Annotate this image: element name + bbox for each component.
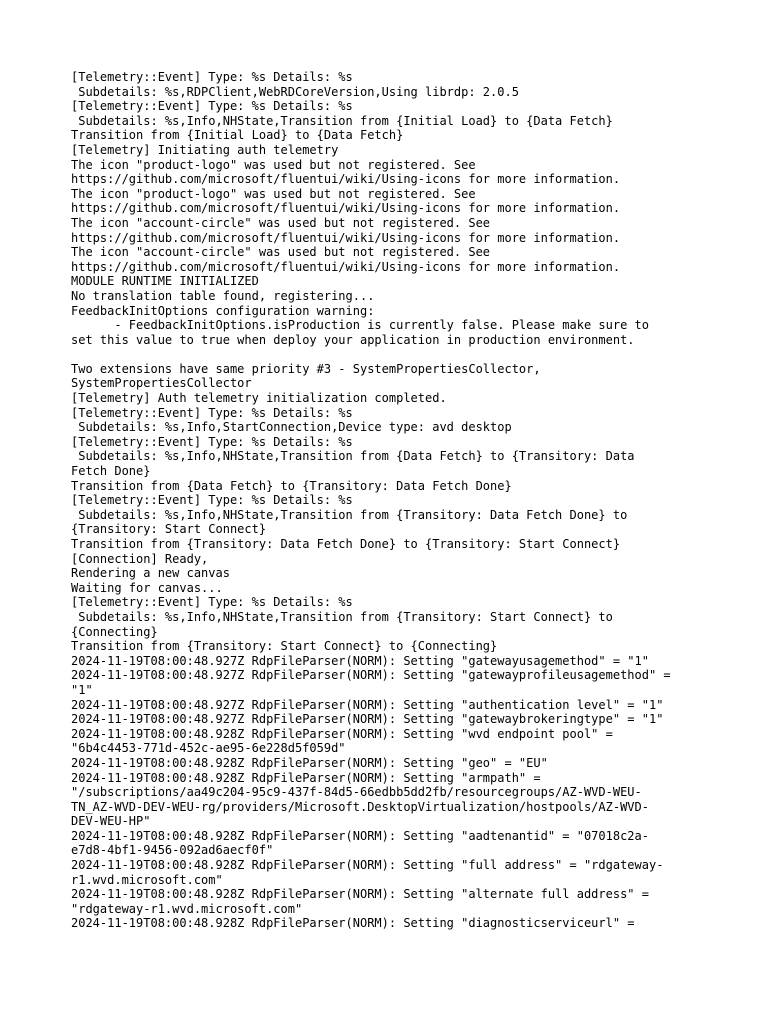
log-line: 2024-11-19T08:00:48.928Z RdpFileParser(NORM): Setting "diagnosticserviceurl" = [71,916,635,931]
log-line: 2024-11-19T08:00:48.928Z RdpFileParser(NORM): Setting "aadtenantid" = "07018c2a- [71,828,649,843]
log-line: Fetch Done} [71,464,151,479]
log-line: [Telemetry::Event] Type: %s Details: %s [71,70,353,84]
log-line: [Connection] Ready, [71,551,209,566]
log-line: No translation table found, registering... [71,288,375,303]
log-line: The icon "product-logo" was used but not registered. See [71,186,476,201]
log-line: https://github.com/microsoft/fluentui/wiki/Using-icons for more information. [71,259,621,274]
log-line: Subdetails: %s,Info,StartConnection,Device type: avd desktop [71,420,512,435]
log-line: 2024-11-19T08:00:48.927Z RdpFileParser(NORM): Setting "gatewayprofileusagemethod" = [71,668,671,683]
log-line: Subdetails: %s,RDPClient,WebRDCoreVersion,Using librdp: 2.0.5 [71,84,519,99]
log-line: [Telemetry] Auth telemetry initialization completed. [71,391,447,406]
log-line: Transition from {Transitory: Start Connect} to {Connecting} [71,639,498,654]
log-line: [Telemetry::Event] Type: %s Details: %s [71,595,353,610]
log-line: The icon "account-circle" was used but not registered. See [71,245,491,260]
log-line: [Telemetry::Event] Type: %s Details: %s [71,99,353,114]
log-line: Transition from {Initial Load} to {Data Fetch} [71,128,404,143]
log-line: 2024-11-19T08:00:48.927Z RdpFileParser(NORM): Setting "gatewaybrokeringtype" = "1" [71,712,664,727]
log-line: FeedbackInitOptions configuration warning: [71,303,375,318]
log-line: 2024-11-19T08:00:48.928Z RdpFileParser(NORM): Setting "geo" = "EU" [71,755,548,770]
log-line: 2024-11-19T08:00:48.927Z RdpFileParser(NORM): Setting "gatewayusagemethod" = "1" [71,653,649,668]
log-line: Subdetails: %s,Info,NHState,Transition from {Initial Load} to {Data Fetch} [71,113,613,128]
log-line: r1.wvd.microsoft.com" [71,872,223,887]
log-line: https://github.com/microsoft/fluentui/wiki/Using-icons for more information. [71,230,621,245]
log-line: [Telemetry] Initiating auth telemetry [71,142,339,157]
console-log-output[interactable] [71,70,751,931]
log-line: Two extensions have same priority #3 - SystemPropertiesCollector, [71,361,541,376]
log-line: https://github.com/microsoft/fluentui/wiki/Using-icons for more information. [71,201,621,216]
log-line: 2024-11-19T08:00:48.928Z RdpFileParser(NORM): Setting "armpath" = [71,770,541,785]
log-line: "/subscriptions/aa49c204-95c9-437f-84d5-66edbb5dd2fb/resourcegroups/AZ-WVD-WEU- [71,785,642,800]
log-line: 2024-11-19T08:00:48.927Z RdpFileParser(NORM): Setting "authentication level" = "1" [71,697,664,712]
log-line: [Telemetry::Event] Type: %s Details: %s [71,493,353,508]
log-line: [Telemetry::Event] Type: %s Details: %s [71,434,353,449]
log-line: The icon "account-circle" was used but not registered. See [71,215,491,230]
log-line: 2024-11-19T08:00:48.928Z RdpFileParser(NORM): Setting "full address" = "rdgateway- [71,858,664,873]
log-line: - FeedbackInitOptions.isProduction is currently false. Please make sure to [71,318,649,333]
log-line: SystemPropertiesCollector [71,376,252,391]
log-line: Waiting for canvas... [71,580,223,595]
log-line: [Telemetry::Event] Type: %s Details: %s [71,405,353,420]
log-line: DEV-WEU-HP" [71,814,151,829]
log-line: Transition from {Data Fetch} to {Transitory: Data Fetch Done} [71,478,512,493]
log-line: "1" [71,682,93,697]
log-line: set this value to true when deploy your application in production environment. [71,332,635,347]
log-line: Rendering a new canvas [71,566,230,581]
log-line: MODULE RUNTIME INITIALIZED [71,274,259,289]
log-line [71,347,751,362]
log-line: "6b4c4453-771d-452c-ae95-6e228d5f059d" [71,741,346,756]
log-line: The icon "product-logo" was used but not registered. See [71,157,476,172]
log-line: e7d8-4bf1-9456-092ad6aecf0f" [71,843,274,858]
log-line: Subdetails: %s,Info,NHState,Transition from {Data Fetch} to {Transitory: Data [71,449,635,464]
log-line: Subdetails: %s,Info,NHState,Transition from {Transitory: Data Fetch Done} to [71,507,628,522]
log-line: {Transitory: Start Connect} [71,522,267,537]
log-line: Subdetails: %s,Info,NHState,Transition from {Transitory: Start Connect} to [71,609,613,624]
log-line: 2024-11-19T08:00:48.928Z RdpFileParser(NORM): Setting "wvd endpoint pool" = [71,726,613,741]
log-line: "rdgateway-r1.wvd.microsoft.com" [71,901,303,916]
log-line: {Connecting} [71,624,158,639]
log-line: TN_AZ-WVD-DEV-WEU-rg/providers/Microsoft.DesktopVirtualization/hostpools/AZ-WVD- [71,799,649,814]
log-line: https://github.com/microsoft/fluentui/wiki/Using-icons for more information. [71,172,621,187]
log-line: 2024-11-19T08:00:48.928Z RdpFileParser(NORM): Setting "alternate full address" = [71,887,649,902]
log-line: Transition from {Transitory: Data Fetch Done} to {Transitory: Start Connect} [71,537,621,551]
